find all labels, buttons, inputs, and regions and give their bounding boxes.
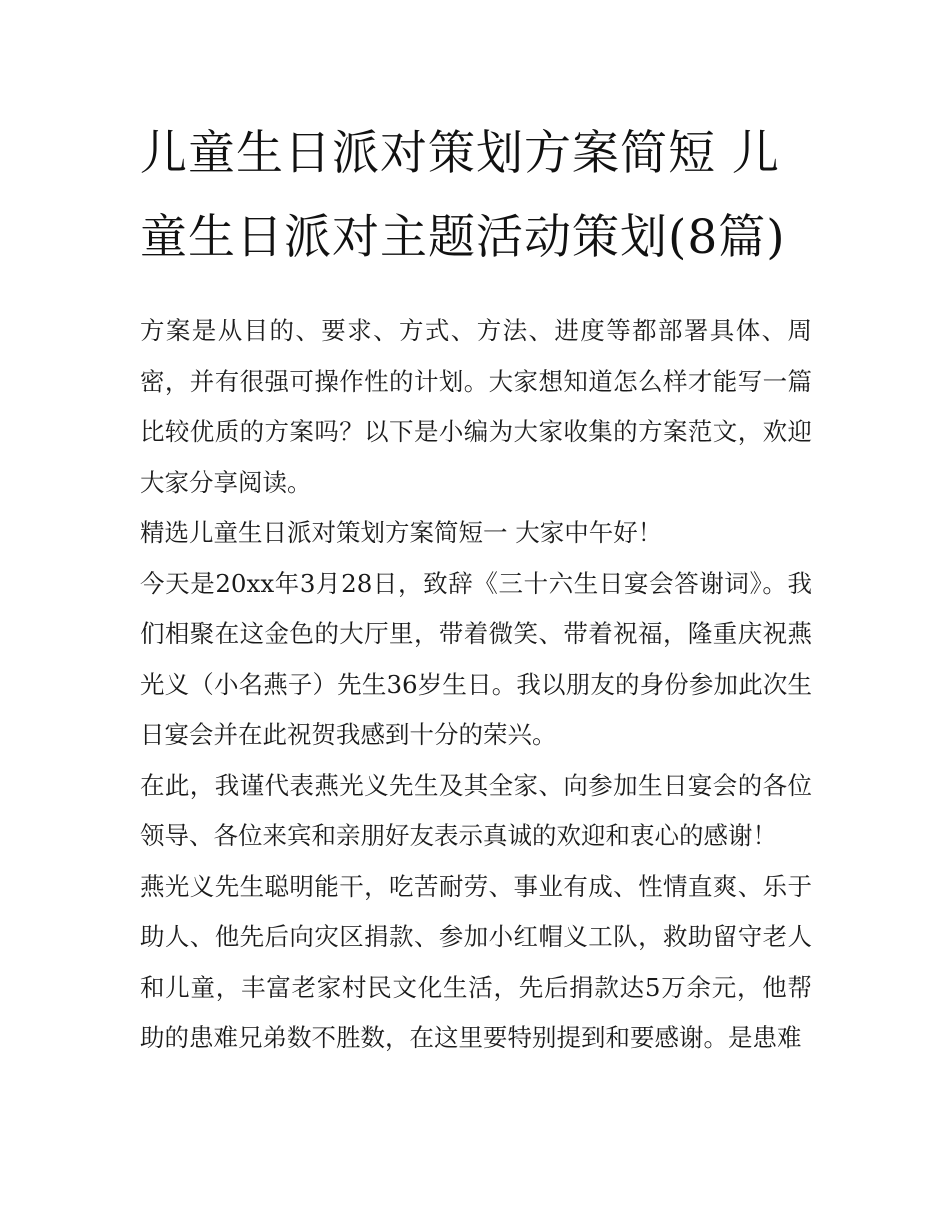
paragraph-thanks: 在此，我谨代表燕光义先生及其全家、向参加生日宴会的各位领导、各位来宾和亲朋好友表示真诚的欢迎和衷心的感谢！	[140, 770, 812, 850]
paragraph-tribute: 燕光义先生聪明能干，吃苦耐劳、事业有成、性情直爽、乐于助人、他先后向灾区捐款、参加小红帽义工队，救助留守老人和儿童，丰富老家村民文化生活，先后捐款达5万余元，他帮助的患难兄弟数不胜数，在这里要特别提到和要感谢。是患难	[140, 871, 812, 1052]
paragraph-heading-greeting: 精选儿童生日派对策划方案简短一 大家中午好！	[140, 518, 663, 547]
document-body	[140, 306, 812, 1064]
document-content	[140, 112, 812, 1064]
document-title: 儿童生日派对策划方案简短 儿童生日派对主题活动策划(8篇)	[140, 126, 786, 265]
paragraph-intro: 方案是从目的、要求、方式、方法、进度等都部署具体、周密，并有很强可操作性的计划。大家想知道怎么样才能写一篇比较优质的方案吗？以下是小编为大家收集的方案范文，欢迎大家分享阅读。	[140, 316, 812, 497]
paragraph-date-occasion: 今天是20xx年3月28日，致辞《三十六生日宴会答谢词》。我们相聚在这金色的大厅里，带着微笑、带着祝福，隆重庆祝燕光义（小名燕子）先生36岁生日。我以朋友的身份参加此次生日宴会并在此祝贺我感到十分的荣兴。	[140, 568, 812, 749]
